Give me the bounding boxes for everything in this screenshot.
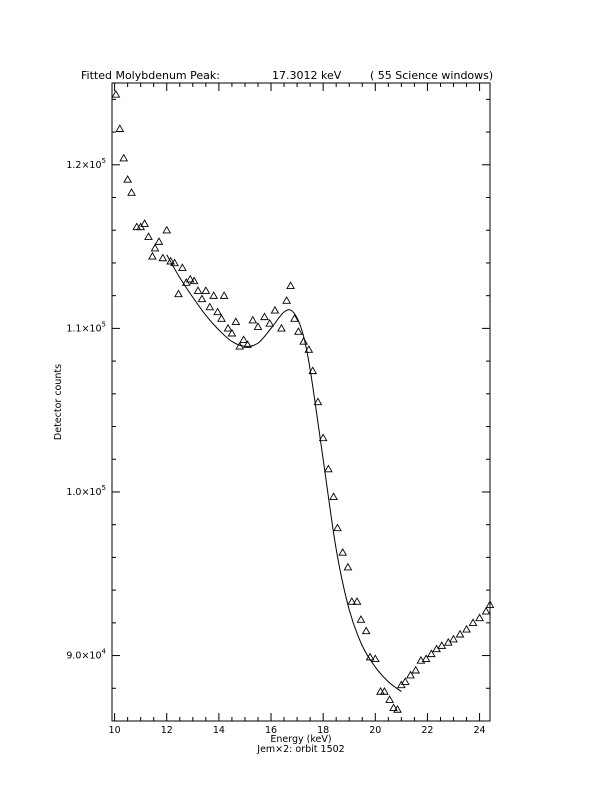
data-point <box>261 313 268 319</box>
data-point <box>159 254 166 260</box>
data-point <box>210 292 217 298</box>
x-tick-label: 10 <box>108 725 121 736</box>
x-tick-label: 20 <box>369 725 382 736</box>
data-point <box>194 287 201 293</box>
data-point <box>116 125 123 131</box>
data-point <box>218 315 225 321</box>
data-point <box>155 238 162 244</box>
y-tick-label <box>66 157 106 171</box>
y-tick-mantissa: 1.2×10 <box>66 159 102 171</box>
data-point <box>287 282 294 288</box>
data-point <box>271 307 278 313</box>
data-point <box>145 233 152 239</box>
data-point <box>412 667 419 673</box>
data-point <box>202 287 209 293</box>
data-point <box>278 325 285 331</box>
data-point <box>407 672 414 678</box>
y-tick-label <box>66 648 106 662</box>
y-tick-mantissa: 9.0×10 <box>66 650 102 662</box>
data-point <box>163 227 170 233</box>
data-point <box>128 189 135 195</box>
x-axis-ticks <box>115 83 480 721</box>
y-tick-exponent: 5 <box>101 483 106 492</box>
y-axis-ticks <box>112 99 490 721</box>
data-point <box>224 325 231 331</box>
data-markers <box>112 91 493 712</box>
y-tick-mantissa: 1.0×10 <box>66 486 102 498</box>
data-point <box>221 292 228 298</box>
data-point <box>149 253 156 259</box>
data-point <box>482 608 489 614</box>
fit-curve <box>167 255 402 692</box>
data-point <box>330 493 337 499</box>
data-point <box>344 564 351 570</box>
data-point <box>240 336 247 342</box>
chart-title-energy: 17.3012 keV <box>272 69 342 82</box>
chart-title: Fitted Molybdenum Peak: <box>81 69 220 82</box>
x-tick-label: 16 <box>264 725 278 736</box>
data-point <box>456 631 463 637</box>
data-point <box>198 295 205 301</box>
y-tick-exponent: 4 <box>101 647 106 656</box>
data-point <box>179 264 186 270</box>
data-point <box>390 704 397 710</box>
data-point <box>254 323 261 329</box>
data-point <box>151 245 158 251</box>
x-tick-label: 12 <box>160 725 173 736</box>
x-tick-label: 22 <box>421 725 434 736</box>
data-point <box>266 320 273 326</box>
y-tick-exponent: 5 <box>101 156 106 165</box>
data-point <box>206 304 213 310</box>
data-point <box>300 338 307 344</box>
y-tick-label <box>66 320 106 334</box>
chart-title-windows: ( 55 Science windows) <box>370 69 494 82</box>
x-tick-label: 24 <box>473 725 486 736</box>
data-point <box>476 614 483 620</box>
data-point <box>334 524 341 530</box>
x-tick-label: 18 <box>317 725 330 736</box>
data-point <box>295 328 302 334</box>
data-point <box>214 308 221 314</box>
data-point <box>232 318 239 324</box>
y-tick-mantissa: 1.1×10 <box>66 323 102 335</box>
data-point <box>120 155 127 161</box>
plot-frame <box>112 83 490 721</box>
data-point <box>357 616 364 622</box>
y-tick-label <box>66 484 106 498</box>
y-axis-tick-labels <box>66 157 106 662</box>
data-point <box>450 636 457 642</box>
chart-subtitle: Jem×2: orbit 1502 <box>257 744 345 755</box>
data-point <box>339 549 346 555</box>
data-point <box>363 627 370 633</box>
data-point <box>249 317 256 323</box>
data-point <box>283 297 290 303</box>
data-point <box>325 465 332 471</box>
data-point <box>469 619 476 625</box>
x-tick-label: 14 <box>212 725 225 736</box>
y-axis-label: Detector counts <box>53 363 64 441</box>
data-point <box>463 626 470 632</box>
data-point <box>124 176 131 182</box>
y-tick-exponent: 5 <box>101 320 106 329</box>
data-point <box>112 91 119 97</box>
data-point <box>386 696 393 702</box>
data-point <box>175 290 182 296</box>
x-axis-label: Energy (keV) <box>270 734 332 745</box>
